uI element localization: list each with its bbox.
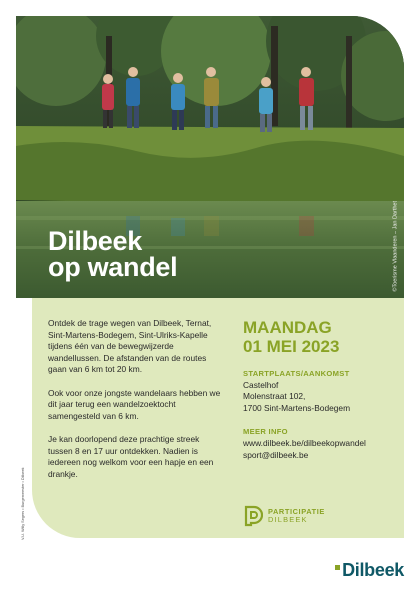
participatie-icon (243, 505, 263, 527)
event-day: MAANDAG (243, 318, 332, 337)
location-line: Castelhof (243, 379, 279, 390)
location-address (243, 380, 403, 415)
page-title (48, 228, 177, 280)
intro-text (48, 318, 226, 492)
location-line: Molenstraat 102, (243, 391, 306, 402)
intro-paragraph-1: Ontdek de trage wegen van Dilbeek, Ternat, Sint-Martens-Bodegem, Sint-Ulriks-Kapelle tijdens één van de bewegwijzerde wandellussen. De afstanden van de routes gaan van 6 km tot 20 km. (48, 318, 212, 375)
brand-name: Dilbeek (342, 560, 404, 580)
intro-paragraph-3: Je kan doorlopend deze prachtige streek tussen 8 en 17 uur ontdekken. Nadien is iedereen nog welkom voor een hapje en een drankje. (48, 433, 214, 479)
title-line-2: op wandel (48, 252, 178, 282)
title-line-1: Dilbeek (48, 226, 142, 256)
print-note: V.U. Willy Segers • Burgemeester • Dilbeek (21, 467, 25, 540)
participatie-logo (243, 505, 325, 527)
info-email-link[interactable]: sport@dilbeek.be (243, 449, 309, 460)
participatie-line-2: DILBEEK (268, 515, 308, 524)
brand-square-icon (335, 565, 340, 570)
info-contacts (243, 438, 403, 461)
intro-paragraph-2: Ook voor onze jongste wandelaars hebben we dit jaar terug een wandelzoektocht samengesteld van 6 km. (48, 387, 221, 421)
event-details (243, 318, 403, 461)
photo-credit: ©Toerisme Vlaanderen – Jan Darthet (393, 201, 399, 292)
location-label: STARTPLAATS/AANKOMST (243, 369, 350, 378)
location-line: 1700 Sint-Martens-Bodegem (243, 402, 351, 413)
info-website-link[interactable]: www.dilbeek.be/dilbeekopwandel (243, 437, 366, 448)
info-label: MEER INFO (243, 427, 288, 437)
participatie-line-1: PARTICIPATIE (268, 506, 325, 516)
event-date: 01 MEI 2023 (243, 337, 340, 356)
dilbeek-logo (335, 560, 404, 581)
